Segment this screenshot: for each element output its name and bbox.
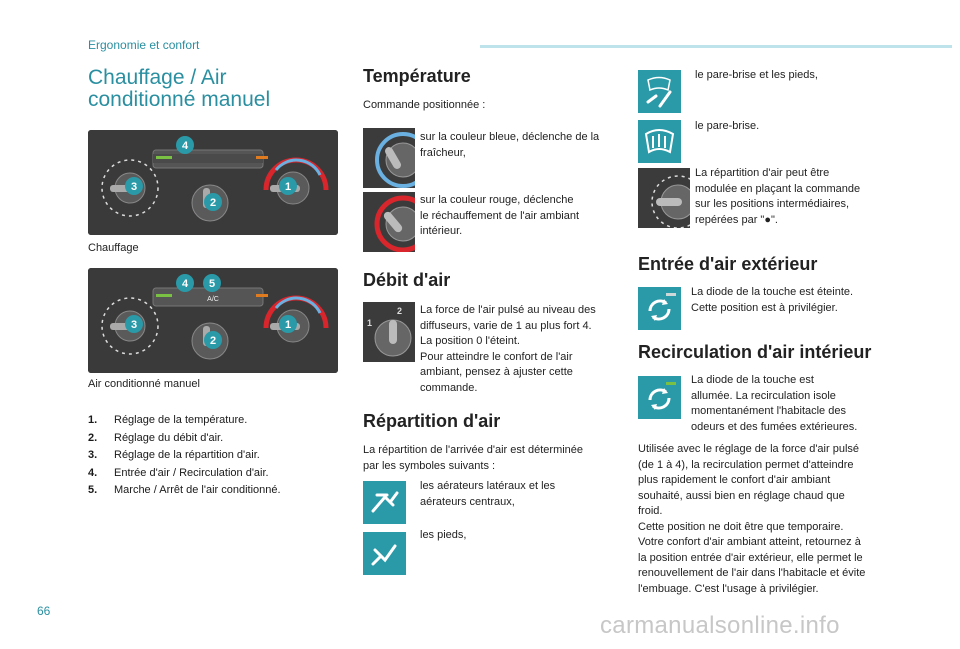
repartition-intro: La répartition de l'arrivée d'air est déterminée par les symboles suivants :: [363, 444, 584, 472]
red-desc: sur la couleur rouge, déclenche le réchauffement de l'air ambiant intérieur.: [420, 194, 580, 237]
header-rule: [480, 45, 952, 48]
marker-1: 1: [284, 319, 292, 331]
fan-knob-image: [363, 302, 415, 362]
svg-text:1: 1: [367, 318, 373, 328]
heating-caption: Chauffage: [88, 242, 139, 254]
recirc-body: Utilisée avec le réglage de la force d'air pulsé (de 1 à 4), la recirculation permet d'atteindre plus rapidement le confort d'air ambiant souhaité, aussi bien en réglage chaud que froid. Cette position ne doit être que temporaire. Votre confort d'air ambiant atteint, retournez à la position entrée d'air extérieur, elle permet le renouvellement de l'air dans l'habitacle et évite l'embuage. C'est l'usage à privilégier.: [638, 443, 866, 595]
legend-item: 1. Réglage de la température.: [88, 414, 248, 426]
ac-caption: Air conditionné manuel: [88, 378, 200, 390]
watermark: carmanualsonline.info: [600, 612, 840, 639]
ac-panel-drawing: [88, 268, 338, 373]
red-knob-drawing: [363, 192, 415, 252]
recirculation-icon: [638, 376, 681, 419]
fresh-air-icon: [638, 287, 681, 330]
page-title: [88, 67, 348, 111]
svg-text:2: 2: [397, 306, 403, 316]
marker-2: 2: [209, 197, 217, 209]
legend-item: 2. Réglage du débit d'air.: [88, 431, 224, 444]
ac-label: A/C: [207, 296, 219, 303]
marker-5: 5: [208, 278, 216, 290]
entree-heading: Entrée d'air extérieur: [638, 254, 818, 274]
entree-desc: La diode de la touche est éteinte. Cette position est à privilégier.: [691, 286, 854, 314]
title-line-2: conditionné manuel: [88, 88, 271, 111]
recirc-heading: Recirculation d'air intérieur: [638, 342, 872, 362]
ac-panel-image: [88, 268, 338, 373]
legend-item: 5. Marche / Arrêt de l'air conditionné.: [88, 484, 281, 496]
heating-panel-image: [88, 130, 338, 235]
page-number: 66: [37, 604, 51, 618]
legend-list: [88, 412, 348, 500]
face-vent-icon: [363, 481, 406, 524]
legend-item: 4. Entrée d'air / Recirculation d'air.: [88, 466, 269, 479]
recirc-diode-desc: La diode de la touche est allumée. La recirculation isole momentanément l'habitacle des odeurs et des fumées extérieures.: [691, 374, 858, 433]
blue-desc: sur la couleur bleue, déclenche de la fraîcheur,: [420, 131, 600, 159]
legend-item: 3. Réglage de la répartition d'air.: [88, 449, 260, 461]
repartition-heading: Répartition d'air: [363, 411, 501, 431]
debit-desc: La force de l'air pulsé au niveau des diffuseurs, varie de 1 au plus fort 4. La position 0 l'éteint. Pour atteindre le confort de l'air ambiant, pensez à ajuster cette commande.: [420, 304, 596, 394]
marker-4: 4: [181, 278, 189, 290]
face-vent-desc: les aérateurs latéraux et les aérateurs centraux,: [420, 480, 556, 508]
windscreen-desc: le pare-brise.: [695, 120, 760, 132]
marker-3: 3: [130, 319, 138, 331]
feet-vent-icon: [363, 532, 406, 575]
title-line-1: Chauffage / Air: [88, 66, 227, 89]
windscreen-feet-desc: le pare-brise et les pieds,: [695, 69, 818, 81]
marker-3: 3: [130, 181, 138, 193]
red-knob-image: [363, 192, 415, 252]
intermediate-knob-drawing: [638, 168, 690, 228]
intermediate-desc: La répartition d'air peut être modulée en plaçant la commande sur les positions intermédiaires, repérées par "●".: [695, 167, 861, 226]
blue-knob-drawing: [363, 128, 415, 188]
heating-panel-drawing: [88, 130, 338, 235]
marker-1: 1: [284, 181, 292, 193]
feet-vent-desc: les pieds,: [420, 529, 467, 541]
blue-knob-image: [363, 128, 415, 188]
intermediate-knob-image: [638, 168, 690, 228]
marker-2: 2: [209, 335, 217, 347]
fan-knob-drawing: [363, 302, 415, 362]
temperature-heading: Température: [363, 66, 471, 86]
temperature-intro: Commande positionnée :: [363, 99, 486, 111]
section-header: Ergonomie et confort: [88, 38, 200, 52]
debit-heading: Débit d'air: [363, 270, 451, 290]
windscreen-icon: [638, 120, 681, 163]
marker-4: 4: [181, 140, 189, 152]
windscreen-feet-icon: [638, 70, 681, 113]
